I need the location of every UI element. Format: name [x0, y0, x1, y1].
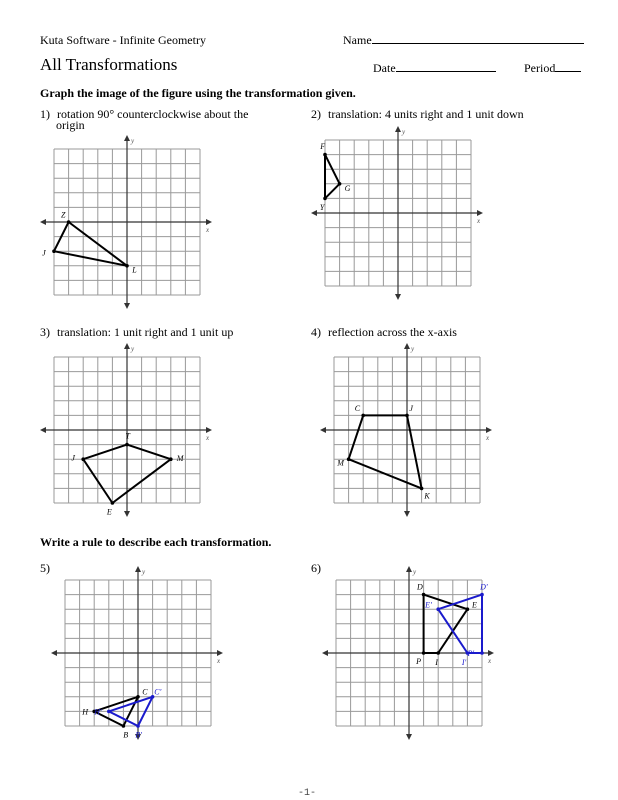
vertex-label: C — [142, 687, 148, 697]
date-label: Date — [373, 61, 396, 75]
x-axis-arrow-left-icon — [322, 650, 328, 656]
vertex-label: M — [176, 453, 184, 463]
instruction-rule: Write a rule to describe each transformation. — [40, 535, 272, 549]
vertex-label: B' — [135, 730, 142, 740]
vertex-label: E — [106, 507, 112, 517]
x-axis-arrow-right-icon — [488, 650, 494, 656]
x-axis-label: x — [217, 657, 221, 665]
y-axis-label: y — [413, 568, 417, 576]
problem-text: rotation 90° counterclockwise about the — [57, 107, 249, 121]
vertex-label: Y — [319, 203, 325, 213]
vertex-label: D' — [480, 582, 488, 592]
vertex-point — [480, 593, 484, 597]
x-axis-label: x — [477, 217, 481, 225]
vertex-label: M — [337, 458, 344, 468]
y-axis-arrow-up-icon — [406, 566, 412, 572]
vertex-point — [466, 607, 470, 611]
y-axis-label: y — [142, 568, 146, 576]
y-axis-label: y — [402, 128, 406, 136]
problem-number: 3) — [40, 325, 50, 339]
x-axis-label: x — [488, 657, 492, 665]
vertex-label: F — [320, 141, 326, 151]
vertex-label: P — [416, 656, 422, 666]
vertex-label: L — [132, 265, 137, 275]
x-axis-label: x — [486, 434, 490, 442]
vertex-label: J — [409, 404, 413, 414]
problem-number: 4) — [311, 325, 321, 339]
vertex-label: P' — [467, 649, 475, 658]
name-label: Name — [343, 33, 372, 47]
page-title: All Transformations — [40, 55, 178, 74]
problem-text: translation: 1 unit right and 1 unit up — [57, 325, 234, 339]
vertex-label: E — [472, 600, 477, 610]
vertex-label: C' — [154, 687, 162, 697]
problem-number: 1) — [40, 107, 50, 121]
problem-text: translation: 4 units right and 1 unit down — [328, 107, 524, 121]
vertex-label: C — [354, 404, 361, 414]
vertex-point — [436, 607, 440, 611]
instruction-graph: Graph the image of the figure using the transformation given. — [40, 86, 356, 100]
vertex-label: H — [82, 707, 88, 717]
y-axis-label: y — [131, 137, 135, 145]
problem-text: reflection across the x-axis — [328, 325, 457, 339]
problem-number: 2) — [311, 107, 321, 121]
vertex-point — [422, 651, 426, 655]
vertex-label: I' — [461, 658, 467, 667]
y-axis-arrow-down-icon — [406, 734, 412, 740]
vertex-label: K — [424, 491, 430, 501]
problem-number: 5) — [40, 561, 50, 575]
period-label: Period — [524, 61, 556, 75]
vertex-label: J — [71, 453, 75, 463]
vertex-label: B — [123, 730, 129, 740]
problem-number: 6) — [311, 561, 321, 575]
x-axis-label: x — [206, 226, 210, 234]
vertex-point — [480, 651, 484, 655]
vertex-label: E' — [425, 600, 432, 610]
x-axis-label: x — [206, 434, 210, 442]
vertex-point — [436, 651, 440, 655]
y-axis-label: y — [411, 345, 415, 353]
vertex-label: H' — [94, 707, 102, 717]
vertex-label: D — [416, 582, 423, 592]
vertex-point — [422, 593, 426, 597]
vertex-label: G — [344, 183, 351, 193]
problem-text-cont: origin — [56, 118, 85, 132]
publisher-label: Kuta Software - Infinite Geometry — [40, 33, 206, 47]
vertex-label: Z — [60, 210, 66, 220]
vertex-label: I — [435, 658, 438, 667]
page-number: -1- — [298, 788, 317, 799]
vertex-label: T — [125, 431, 130, 441]
vertex-label: J — [42, 248, 46, 258]
y-axis-label: y — [131, 345, 135, 353]
